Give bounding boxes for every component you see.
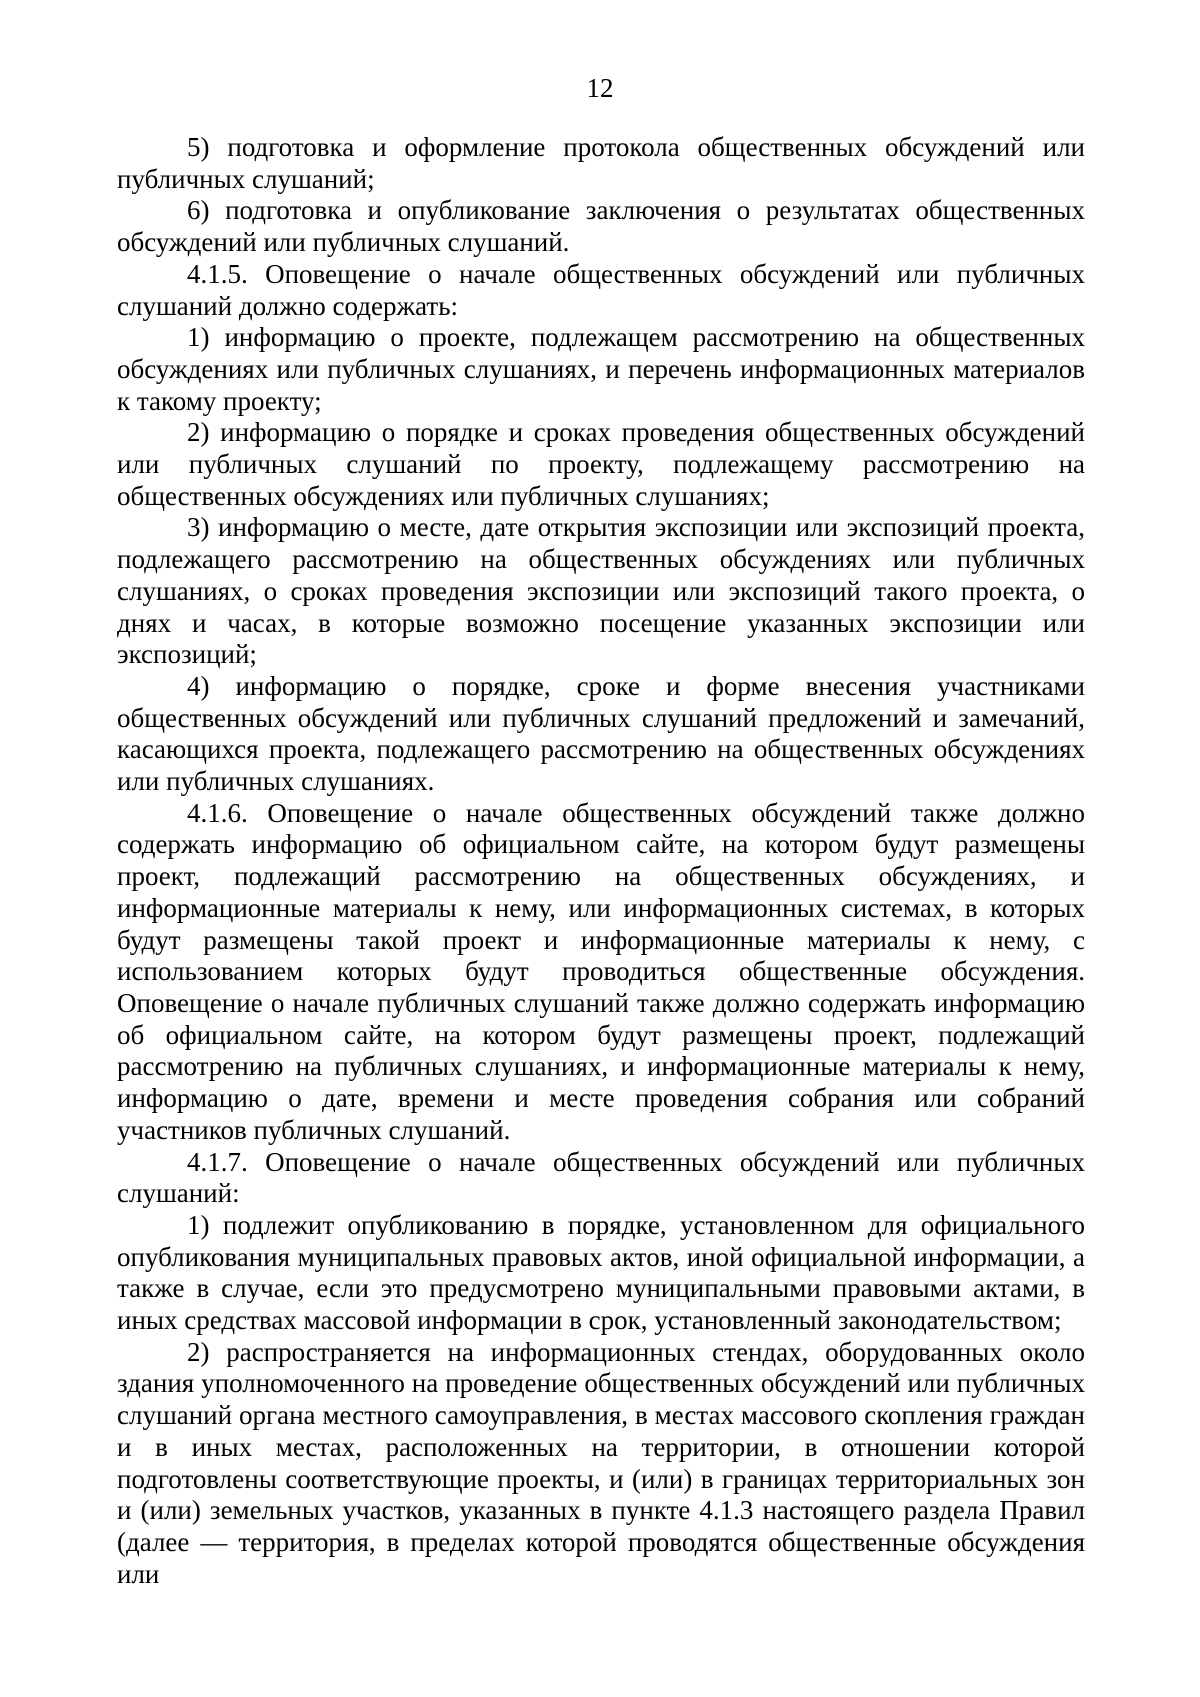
paragraph-4-1-7: 4.1.7. Оповещение о начале общественных обсуждений или публичных слушаний:	[117, 1146, 1085, 1209]
paragraph-item-6: 6) подготовка и опубликование заключения о результатах общественных обсуждений или публичных слушаний.	[117, 195, 1085, 258]
page-number: 12	[586, 73, 614, 103]
paragraph-4-1-6: 4.1.6. Оповещение о начале общественных обсуждений также должно содержать информацию об официальном сайте, на котором будут размещены проект, подлежащий рассмотрению на общественных обсуждениях, и информационные материалы к нему, или информационных системах, в которых будут размещены такой проект и информационные материалы к нему, с использованием которых будут проводиться общественные обсуждения. Оповещение о начале публичных слушаний также должно содержать информацию об официальном сайте, на котором будут размещены проект, подлежащий рассмотрению на публичных слушаниях, и информационные материалы к нему, информацию о дате, времени и месте проведения собрания или собраний участников публичных слушаний.	[117, 797, 1085, 1145]
paragraph-4-1-7-item-2: 2) распространяется на информационных стендах, оборудованных около здания уполномоченного на проведение общественных обсуждений или публичных слушаний органа местного самоуправления, в местах массового скопления граждан и в иных местах, расположенных на территории, в отношении которой подготовлены соответствующие проекты, и (или) в границах территориальных зон и (или) земельных участков, указанных в пункте 4.1.3 настоящего раздела Правил (далее — территория, в пределах которой проводятся общественные обсуждения или	[117, 1336, 1085, 1589]
paragraph-4-1-5-item-4: 4) информацию о порядке, сроке и форме внесения участниками общественных обсуждений или публичных слушаний предложений и замечаний, касающихся проекта, подлежащего рассмотрению на общественных обсуждениях или публичных слушаниях.	[117, 670, 1085, 797]
document-body	[117, 132, 1085, 1590]
paragraph-4-1-5: 4.1.5. Оповещение о начале общественных обсуждений или публичных слушаний должно содержать:	[117, 258, 1085, 321]
paragraph-4-1-5-item-1: 1) информацию о проекте, подлежащем рассмотрению на общественных обсуждениях или публичных слушаниях, и перечень информационных материалов к такому проекту;	[117, 322, 1085, 416]
paragraph-item-5: 5) подготовка и оформление протокола общественных обсуждений или публичных слушаний;	[117, 132, 1085, 194]
paragraph-4-1-5-item-3: 3) информацию о месте, дате открытия экспозиции или экспозиций проекта, подлежащего рассмотрению на общественных обсуждениях или публичных слушаниях, о сроках проведения экспозиции или экспозиций такого проекта, о днях и часах, в которые возможно посещение указанных экспозиции или экспозиций;	[117, 512, 1085, 670]
paragraph-4-1-7-item-1: 1) подлежит опубликованию в порядке, установленном для официального опубликования муниципальных правовых актов, иной официальной информации, а также в случае, если это предусмотрено муниципальными правовыми актами, в иных средствах массовой информации в срок, установленный законодательством;	[117, 1209, 1085, 1336]
paragraph-4-1-5-item-2: 2) информацию о порядке и сроках проведения общественных обсуждений или публичных слушаний по проекту, подлежащему рассмотрению на общественных обсуждениях или публичных слушаниях;	[117, 417, 1085, 511]
